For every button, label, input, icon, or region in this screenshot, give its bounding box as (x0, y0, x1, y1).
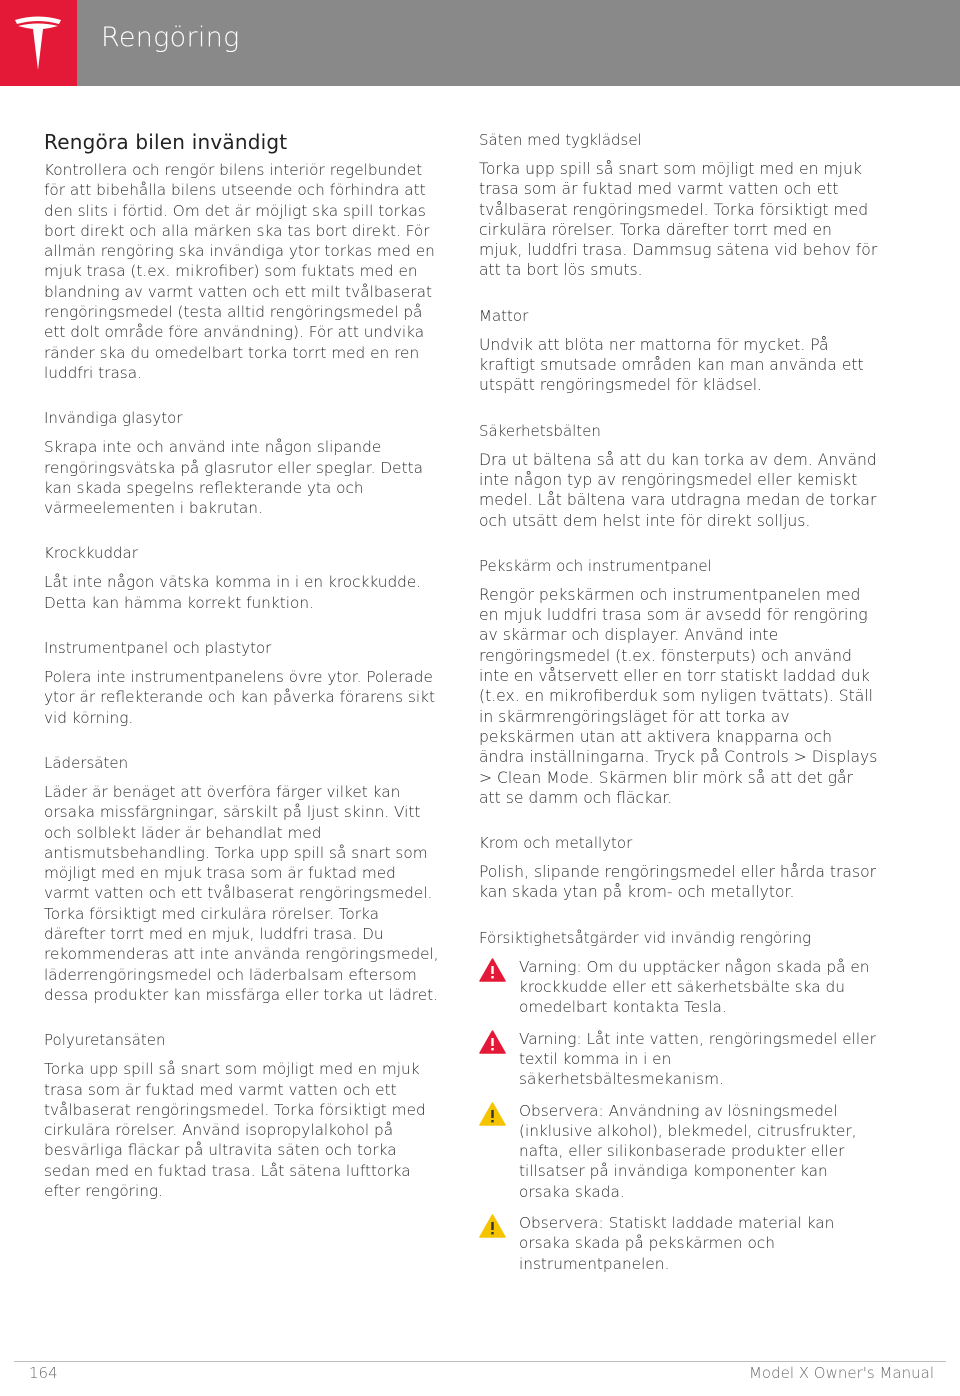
paragraph: Dra ut bältena så att du kan torka av dem. Använd inte någon typ av rengöringsmedel eller kemiskt medel. Låt bältena vara utdragna medan de torkar och utsätt dem helst inte för direkt solljus. (479, 450, 877, 530)
paragraph: Läder är benäget att överföra färger vilket kan orsaka missfärgningar, särskilt på ljust skinn. Vitt och solblekt läder är behandlat med antismutsbehandling. Torka upp spill så snart som möjligt med en mjuk trasa som är fuktad med varmt vatten och ett tvålbaserat rengöringsmedel. Torka försiktigt med cirkulära rörelser. Torka därefter torrt med en mjuk, luddfri trasa. Du rekommenderas att inte använda rengöringsmedel, läderrengöringsmedel och läderbalsam eftersom dessa produkter kan missfärga eller torka ut lädret. (44, 782, 439, 1004)
notice-text: Varning: Om du upptäcker någon skada på en krockkudde eller ett säkerhetsbälte ska du omedelbart kontakta Tesla. (519, 957, 870, 1017)
manual-name: Model X Owner's Manual (748, 1364, 934, 1382)
subheading: Instrumentpanel och plastytor (44, 639, 272, 658)
caution-notice (479, 1101, 879, 1202)
paragraph: Torka upp spill så snart som möjligt med en mjuk trasa som är fuktad med varmt vatten och ett tvålbaserat rengöringsmedel. Torka försiktigt med cirkulära rörelser. Torka därefter torrt med en mjuk, luddfri trasa. Dammsug sätena vid behov för att ta bort lös smuts. (479, 160, 878, 280)
subheading: Polyuretansäten (44, 1031, 166, 1050)
intro-paragraph: Kontrollera och rengör bilens interiör regelbundet för att bibehålla bilens utseende och förhindra att den slits i förtid. Om det är möjligt ska spill torkas bort direkt och alla märken ska tas bort direkt. För allmän rengöring ska invändiga ytor torkas med en mjuk trasa (t.ex. mikrofiber) som fuktats med en blandning av varmt vatten och ett milt tvålbaserat rengöringsmedel (testa alltid rengöringsmedel på ett dolt område före användning). För att undvika ränder ska du omedelbart torka torrt med en ren luddfri trasa. (44, 161, 435, 382)
main-heading: Rengöra bilen invändigt (44, 130, 288, 154)
page-number: 164 (29, 1364, 58, 1382)
paragraph: Undvik att blöta ner mattorna för mycket. På kraftigt smutsade områden kan man använda ett utspätt rengöringsmedel för klädsel. (479, 335, 864, 395)
notice-text: Observera: Statiskt laddade material kan orsaka skada på pekskärmen och instrumentpanelen. (519, 1213, 835, 1273)
paragraph: Rengör pekskärmen och instrumentpanelen med en mjuk luddfri trasa som är avsedd för rengöring av skärmar och displayer. Använd inte rengöringsmedel (t.ex. fönsterputs) och använd inte en våtservett eller en torr statiskt laddad duk (t.ex. en mikrofiberduk som nyligen tvättats). Ställ in skärmrengöringsläget för att torka av pekskärmen utan att aktivera knapparna och ändra inställningarna. Tryck på Controls > Displays > Clean Mode. Skärmen blir mörk så att det går att se damm och fläckar. (479, 585, 878, 807)
page-header (0, 0, 960, 86)
warning-icon (479, 1030, 506, 1054)
caution-notice (479, 1213, 879, 1274)
subheading: Krom och metallytor (479, 834, 633, 853)
subheading: Invändiga glasytor (44, 409, 183, 428)
notice-text: Varning: Låt inte vatten, rengöringsmedel eller textil komma in i en säkerhetsbältesmekanism. (519, 1029, 876, 1089)
section-title: Rengöring (101, 22, 240, 53)
paragraph: Polera inte instrumentpanelens övre ytor. Polerade ytor är reflekterande och kan påverka förarens sikt vid körning. (44, 668, 435, 727)
caution-icon (479, 1214, 506, 1238)
paragraph: Låt inte någon vätska komma in i en krockkudde. Detta kan hämma korrekt funktion. (44, 573, 422, 612)
warning-notice (479, 957, 879, 1018)
subheading: Pekskärm och instrumentpanel (479, 556, 712, 575)
caution-icon (479, 1102, 506, 1126)
warning-notice (479, 1029, 879, 1090)
warning-icon (479, 958, 506, 982)
paragraph: Polish, slipande rengöringsmedel eller hårda trasor kan skada ytan på krom- och metallytor. (479, 863, 877, 902)
paragraph: Skrapa inte och använd inte någon slipande rengöringsvätska på glasrutor eller speglar. Detta kan skada spegelns reflekterande yta och värmeelementen i bakrutan. (44, 438, 423, 518)
notice-text: Observera: Användning av lösningsmedel (inklusive alkohol), blekmedel, citrusfrukter, nafta, eller silikonbaserade produkter eller tillsatser på invändiga komponenter kan orsaka skada. (519, 1101, 857, 1201)
brand-logo (0, 0, 77, 86)
subheading: Säten med tygklädsel (479, 131, 642, 149)
subheading: Lädersäten (44, 753, 129, 772)
subheading: Mattor (479, 306, 529, 325)
precautions-heading: Försiktighetsåtgärder vid invändig rengöring (479, 928, 812, 947)
paragraph: Torka upp spill så snart som möjligt med en mjuk trasa som är fuktad med varmt vatten och ett tvålbaserat rengöringsmedel. Torka försiktigt med cirkulära rörelser. Använd isopropylalkohol på besvärliga fläckar på ultravita säten och torka sedan med en fuktad trasa. Låt sätena lufttorka efter rengöring. (44, 1060, 426, 1200)
subheading: Krockkuddar (44, 544, 138, 563)
tesla-logo-icon (13, 14, 63, 72)
right-column (479, 130, 879, 1285)
left-column (44, 130, 439, 1226)
subheading: Säkerhetsbälten (479, 421, 601, 440)
footer-divider (14, 1361, 946, 1362)
